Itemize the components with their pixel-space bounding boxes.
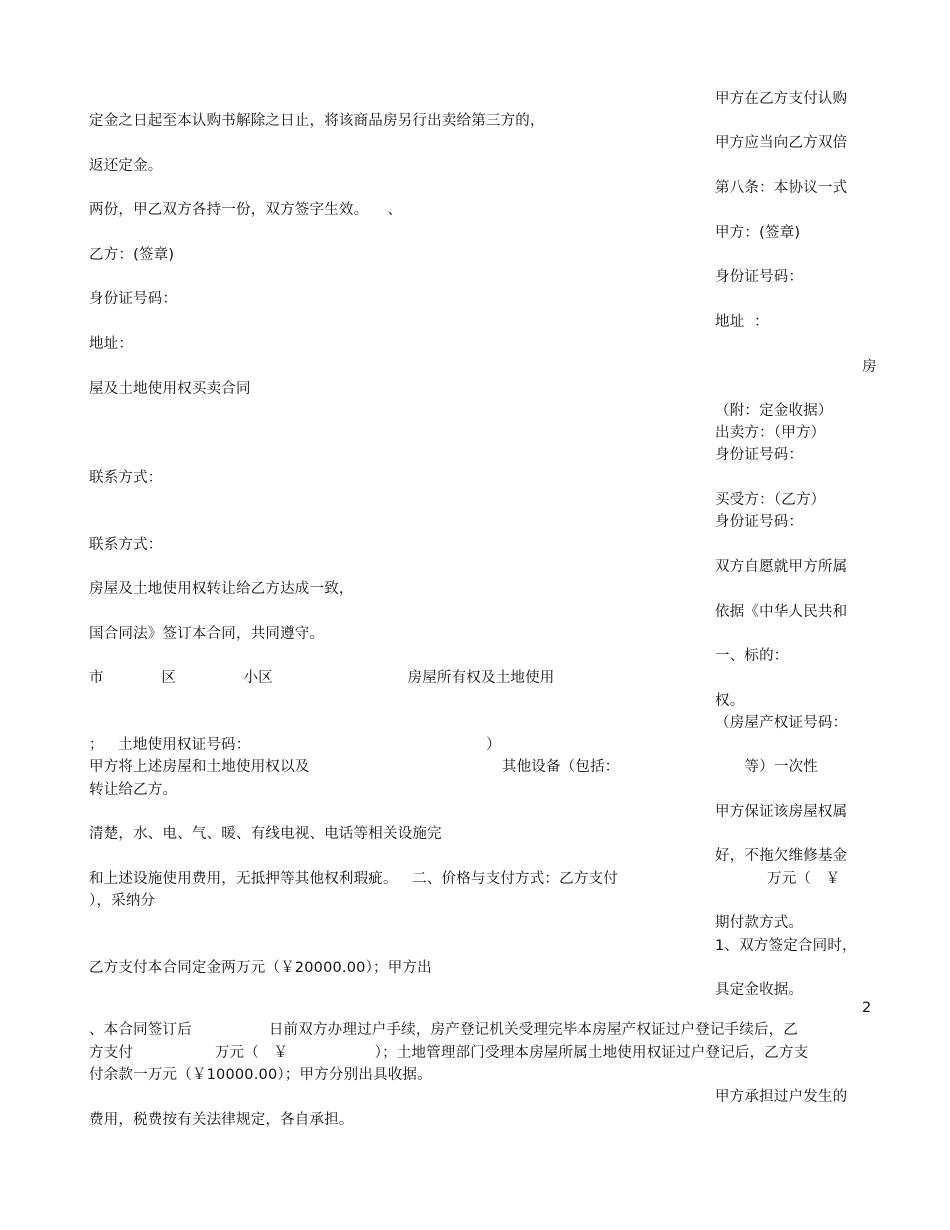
text-line: 身份证号码： (715, 514, 804, 530)
text-line: 身份证号码： (715, 447, 804, 463)
text-line: 定金之日起至本认购书解除之日止，将该商品房另行出卖给第三方的， (89, 113, 545, 129)
text-line: 权。 (715, 693, 745, 709)
text-line: 联系方式： (89, 537, 163, 553)
text-line: 付余款一万元（￥10000.00）；甲方分别出具收据。 (89, 1067, 432, 1083)
text-line: 出卖方：（甲方） (715, 425, 826, 441)
text-line: 好，不拖欠维修基金 (715, 848, 848, 864)
text-line: 甲方承担过户发生的 (715, 1089, 848, 1105)
text-line: 甲方将上述房屋和土地使用权以及 其他设备（包括： 等）一次性 (89, 759, 818, 775)
text-line: 身份证号码： (715, 269, 804, 285)
text-line: （附：定金收据） (715, 403, 833, 419)
text-line: 乙方支付本合同定金两万元（￥20000.00）；甲方出 (89, 960, 432, 976)
text-line: 返还定金。 (89, 158, 163, 174)
text-line: 地址： (89, 336, 134, 352)
text-line: 和上述设施使用费用，无抵押等其他权利瑕疵。 二、价格与支付方式：乙方支付 (89, 871, 618, 887)
text-line: 甲方：(签章) (715, 225, 801, 241)
text-line: 市 区 小区 房屋所有权及土地使用 (89, 670, 555, 686)
text-line: 地址 ： (715, 314, 769, 330)
text-line: 1、双方签定合同时， (715, 938, 857, 954)
text-line: 具定金收据。 (715, 982, 804, 998)
text-line: 甲方在乙方支付认购 (715, 91, 848, 107)
text-line: 甲方保证该房屋权属 (715, 804, 848, 820)
text-line: 两份，甲乙双方各持一份，双方签字生效。 、 (89, 202, 403, 218)
text-line: 第八条：本协议一式 (715, 180, 848, 196)
text-line: 转让给乙方。 (89, 782, 178, 798)
text-line: ； 土地使用权证号码： ） (89, 737, 501, 753)
text-line: 依据《中华人民共和 (715, 604, 848, 620)
text-line: 联系方式： (89, 470, 163, 486)
text-line: 身份证号码： (89, 291, 178, 307)
text-line: 甲方应当向乙方双倍 (715, 135, 848, 151)
text-line: 费用，税费按有关法律规定，各自承担。 (89, 1112, 354, 1128)
text-line: 房 (862, 359, 877, 375)
text-line: 、本合同签订后 日前双方办理过户手续，房产登记机关受理完毕本房屋产权证过户登记手续后，乙 (89, 1022, 799, 1038)
text-line: 屋及土地使用权买卖合同 (89, 381, 251, 397)
text-line: 房屋及土地使用权转让给乙方达成一致， (89, 581, 354, 597)
text-line: ），采纳分 (89, 893, 156, 909)
text-line: 万元（ ￥ (767, 871, 841, 887)
text-line: 乙方：(签章) (89, 247, 175, 263)
page-number: 2 (862, 1000, 872, 1016)
text-line: 买受方：（乙方） (715, 492, 826, 508)
text-line: （房屋产权证号码： (715, 715, 848, 731)
text-line: 清楚，水、电、气、暖、有线电视、电话等相关设施完 (89, 826, 442, 842)
text-line: 方支付 万元（ ￥ ）；土地管理部门受理本房屋所属土地使用权证过户登记后，乙方支 (89, 1045, 809, 1061)
text-line: 双方自愿就甲方所属 (715, 559, 848, 575)
text-line: 国合同法》签订本合同，共同遵守。 (89, 626, 325, 642)
text-line: 期付款方式。 (715, 915, 804, 931)
text-line: 一、标的： (715, 648, 789, 664)
